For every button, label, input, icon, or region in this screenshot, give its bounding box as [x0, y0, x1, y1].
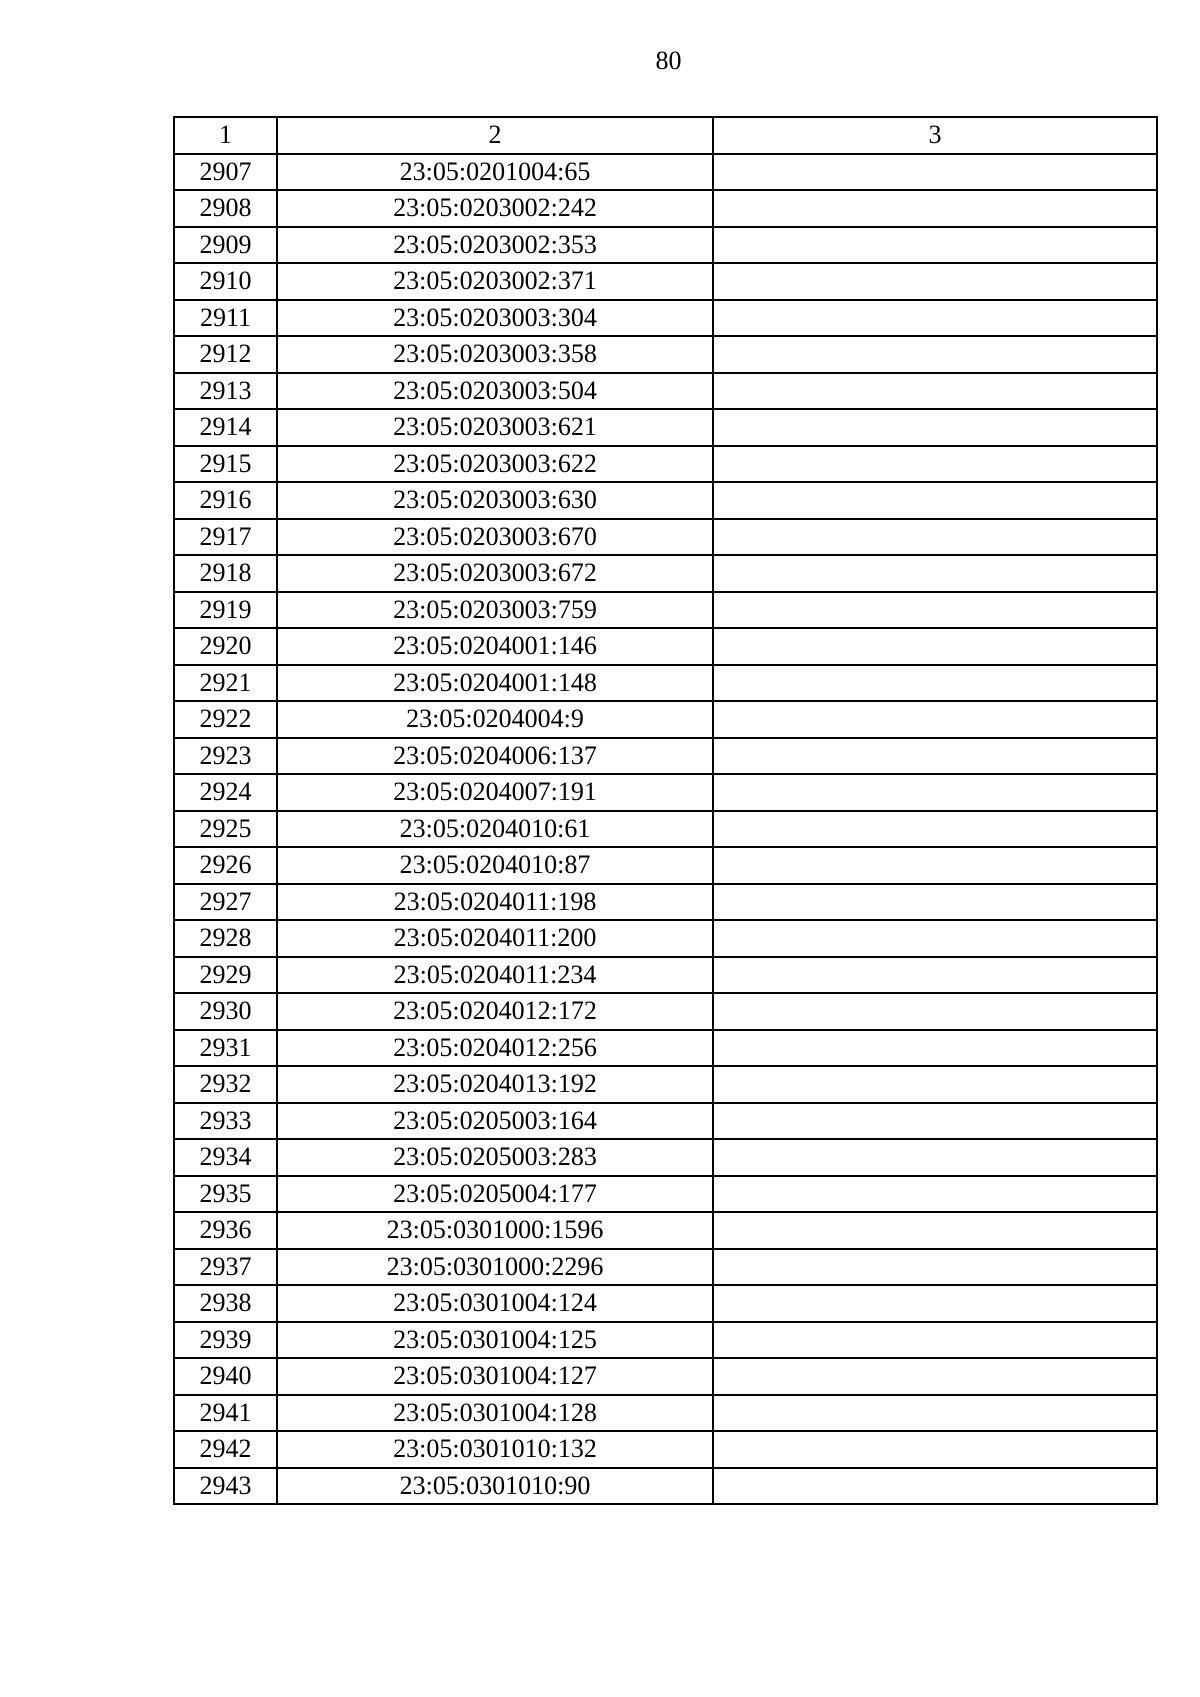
- note-cell: [713, 628, 1157, 665]
- note-cell: [713, 373, 1157, 410]
- note-cell: [713, 1395, 1157, 1432]
- cadastral-number-cell: 23:05:0204007:191: [277, 774, 713, 811]
- table-row: [174, 300, 1157, 337]
- row-number-cell: 2925: [174, 811, 277, 848]
- note-cell: [713, 884, 1157, 921]
- table-row: [174, 993, 1157, 1030]
- row-number-cell: 2915: [174, 446, 277, 483]
- cadastral-number-cell: 23:05:0204001:148: [277, 665, 713, 702]
- row-number-cell: 2935: [174, 1176, 277, 1213]
- note-cell: [713, 1468, 1157, 1505]
- row-number-cell: 2931: [174, 1030, 277, 1067]
- note-cell: [713, 701, 1157, 738]
- row-number-cell: 2928: [174, 920, 277, 957]
- note-cell: [713, 1139, 1157, 1176]
- note-cell: [713, 190, 1157, 227]
- cadastral-number-cell: 23:05:0203003:358: [277, 336, 713, 373]
- table-header-row: [174, 117, 1157, 154]
- table-row: [174, 701, 1157, 738]
- table-row: [174, 446, 1157, 483]
- note-cell: [713, 519, 1157, 556]
- cadastral-number-cell: 23:05:0301004:125: [277, 1322, 713, 1359]
- cadastral-number-cell: 23:05:0204010:87: [277, 847, 713, 884]
- cadastral-number-cell: 23:05:0301000:1596: [277, 1212, 713, 1249]
- row-number-cell: 2930: [174, 993, 277, 1030]
- cadastral-number-cell: 23:05:0204011:198: [277, 884, 713, 921]
- cadastral-number-cell: 23:05:0205004:177: [277, 1176, 713, 1213]
- note-cell: [713, 336, 1157, 373]
- cadastral-number-cell: 23:05:0205003:164: [277, 1103, 713, 1140]
- row-number-cell: 2938: [174, 1285, 277, 1322]
- note-cell: [713, 847, 1157, 884]
- table-row: [174, 1395, 1157, 1432]
- table-row: [174, 336, 1157, 373]
- note-cell: [713, 1030, 1157, 1067]
- table-row: [174, 1468, 1157, 1505]
- table-row: [174, 1322, 1157, 1359]
- note-cell: [713, 1212, 1157, 1249]
- table-row: [174, 1358, 1157, 1395]
- cadastral-number-cell: 23:05:0301004:127: [277, 1358, 713, 1395]
- table-row: [174, 1030, 1157, 1067]
- page-number: 80: [655, 46, 682, 75]
- note-cell: [713, 1103, 1157, 1140]
- cadastral-number-cell: 23:05:0203003:622: [277, 446, 713, 483]
- row-number-cell: 2934: [174, 1139, 277, 1176]
- row-number-cell: 2908: [174, 190, 277, 227]
- cadastral-number-cell: 23:05:0203002:353: [277, 227, 713, 264]
- cadastral-number-cell: 23:05:0203003:304: [277, 300, 713, 337]
- row-number-cell: 2936: [174, 1212, 277, 1249]
- row-number-cell: 2912: [174, 336, 277, 373]
- row-number-cell: 2939: [174, 1322, 277, 1359]
- cadastral-number-cell: 23:05:0301010:90: [277, 1468, 713, 1505]
- table-row: [174, 482, 1157, 519]
- row-number-cell: 2921: [174, 665, 277, 702]
- row-number-cell: 2924: [174, 774, 277, 811]
- row-number-cell: 2941: [174, 1395, 277, 1432]
- row-number-cell: 2916: [174, 482, 277, 519]
- cadastral-number-cell: 23:05:0203003:621: [277, 409, 713, 446]
- cadastral-number-cell: 23:05:0204004:9: [277, 701, 713, 738]
- row-number-cell: 2933: [174, 1103, 277, 1140]
- table-row: [174, 920, 1157, 957]
- row-number-cell: 2919: [174, 592, 277, 629]
- note-cell: [713, 738, 1157, 775]
- cadastral-number-cell: 23:05:0204011:200: [277, 920, 713, 957]
- note-cell: [713, 227, 1157, 264]
- row-number-cell: 2922: [174, 701, 277, 738]
- row-number-cell: 2927: [174, 884, 277, 921]
- table-row: [174, 1431, 1157, 1468]
- cadastral-number-cell: 23:05:0203003:672: [277, 555, 713, 592]
- row-number-cell: 2907: [174, 154, 277, 191]
- row-number-cell: 2914: [174, 409, 277, 446]
- cadastral-number-cell: 23:05:0204012:256: [277, 1030, 713, 1067]
- row-number-cell: 2920: [174, 628, 277, 665]
- table-body: [174, 154, 1157, 1505]
- note-cell: [713, 592, 1157, 629]
- note-cell: [713, 482, 1157, 519]
- note-cell: [713, 300, 1157, 337]
- note-cell: [713, 1249, 1157, 1286]
- table-row: [174, 592, 1157, 629]
- note-cell: [713, 957, 1157, 994]
- note-cell: [713, 1066, 1157, 1103]
- row-number-cell: 2937: [174, 1249, 277, 1286]
- table-row: [174, 1066, 1157, 1103]
- note-cell: [713, 665, 1157, 702]
- row-number-cell: 2929: [174, 957, 277, 994]
- cadastral-number-cell: 23:05:0204012:172: [277, 993, 713, 1030]
- cadastral-number-cell: 23:05:0204001:146: [277, 628, 713, 665]
- table-row: [174, 555, 1157, 592]
- note-cell: [713, 993, 1157, 1030]
- note-cell: [713, 811, 1157, 848]
- column-header-2: 2: [277, 117, 713, 154]
- cadastral-number-cell: 23:05:0203003:630: [277, 482, 713, 519]
- note-cell: [713, 1358, 1157, 1395]
- note-cell: [713, 154, 1157, 191]
- note-cell: [713, 920, 1157, 957]
- note-cell: [713, 446, 1157, 483]
- cadastral-number-cell: 23:05:0203003:759: [277, 592, 713, 629]
- note-cell: [713, 1285, 1157, 1322]
- cadastral-number-cell: 23:05:0203003:504: [277, 373, 713, 410]
- note-cell: [713, 555, 1157, 592]
- row-number-cell: 2917: [174, 519, 277, 556]
- row-number-cell: 2943: [174, 1468, 277, 1505]
- cadastral-number-cell: 23:05:0204006:137: [277, 738, 713, 775]
- note-cell: [713, 409, 1157, 446]
- table-row: [174, 519, 1157, 556]
- table-row: [174, 263, 1157, 300]
- cadastral-number-cell: 23:05:0203002:371: [277, 263, 713, 300]
- row-number-cell: 2918: [174, 555, 277, 592]
- table-row: [174, 154, 1157, 191]
- cadastral-number-cell: 23:05:0205003:283: [277, 1139, 713, 1176]
- note-cell: [713, 774, 1157, 811]
- table-row: [174, 665, 1157, 702]
- table-row: [174, 373, 1157, 410]
- cadastral-number-cell: 23:05:0201004:65: [277, 154, 713, 191]
- table-row: [174, 1139, 1157, 1176]
- cadastral-number-cell: 23:05:0301000:2296: [277, 1249, 713, 1286]
- cadastral-number-cell: 23:05:0301010:132: [277, 1431, 713, 1468]
- table-row: [174, 774, 1157, 811]
- table-row: [174, 1212, 1157, 1249]
- cadastral-number-cell: 23:05:0204011:234: [277, 957, 713, 994]
- cadastral-table: [173, 116, 1158, 1505]
- row-number-cell: 2909: [174, 227, 277, 264]
- cadastral-number-cell: 23:05:0203003:670: [277, 519, 713, 556]
- column-header-3: 3: [713, 117, 1157, 154]
- row-number-cell: 2942: [174, 1431, 277, 1468]
- note-cell: [713, 263, 1157, 300]
- table-row: [174, 409, 1157, 446]
- table-row: [174, 811, 1157, 848]
- cadastral-number-cell: 23:05:0203002:242: [277, 190, 713, 227]
- table-row: [174, 190, 1157, 227]
- row-number-cell: 2911: [174, 300, 277, 337]
- table-row: [174, 957, 1157, 994]
- row-number-cell: 2910: [174, 263, 277, 300]
- table-row: [174, 738, 1157, 775]
- note-cell: [713, 1176, 1157, 1213]
- row-number-cell: 2923: [174, 738, 277, 775]
- table-row: [174, 847, 1157, 884]
- note-cell: [713, 1431, 1157, 1468]
- column-header-1: 1: [174, 117, 277, 154]
- cadastral-number-cell: 23:05:0301004:128: [277, 1395, 713, 1432]
- table-row: [174, 1285, 1157, 1322]
- table-row: [174, 1176, 1157, 1213]
- row-number-cell: 2932: [174, 1066, 277, 1103]
- table-row: [174, 628, 1157, 665]
- table-row: [174, 1249, 1157, 1286]
- row-number-cell: 2926: [174, 847, 277, 884]
- row-number-cell: 2913: [174, 373, 277, 410]
- cadastral-number-cell: 23:05:0301004:124: [277, 1285, 713, 1322]
- table-row: [174, 227, 1157, 264]
- table-row: [174, 1103, 1157, 1140]
- row-number-cell: 2940: [174, 1358, 277, 1395]
- note-cell: [713, 1322, 1157, 1359]
- cadastral-number-cell: 23:05:0204013:192: [277, 1066, 713, 1103]
- cadastral-number-cell: 23:05:0204010:61: [277, 811, 713, 848]
- table-row: [174, 884, 1157, 921]
